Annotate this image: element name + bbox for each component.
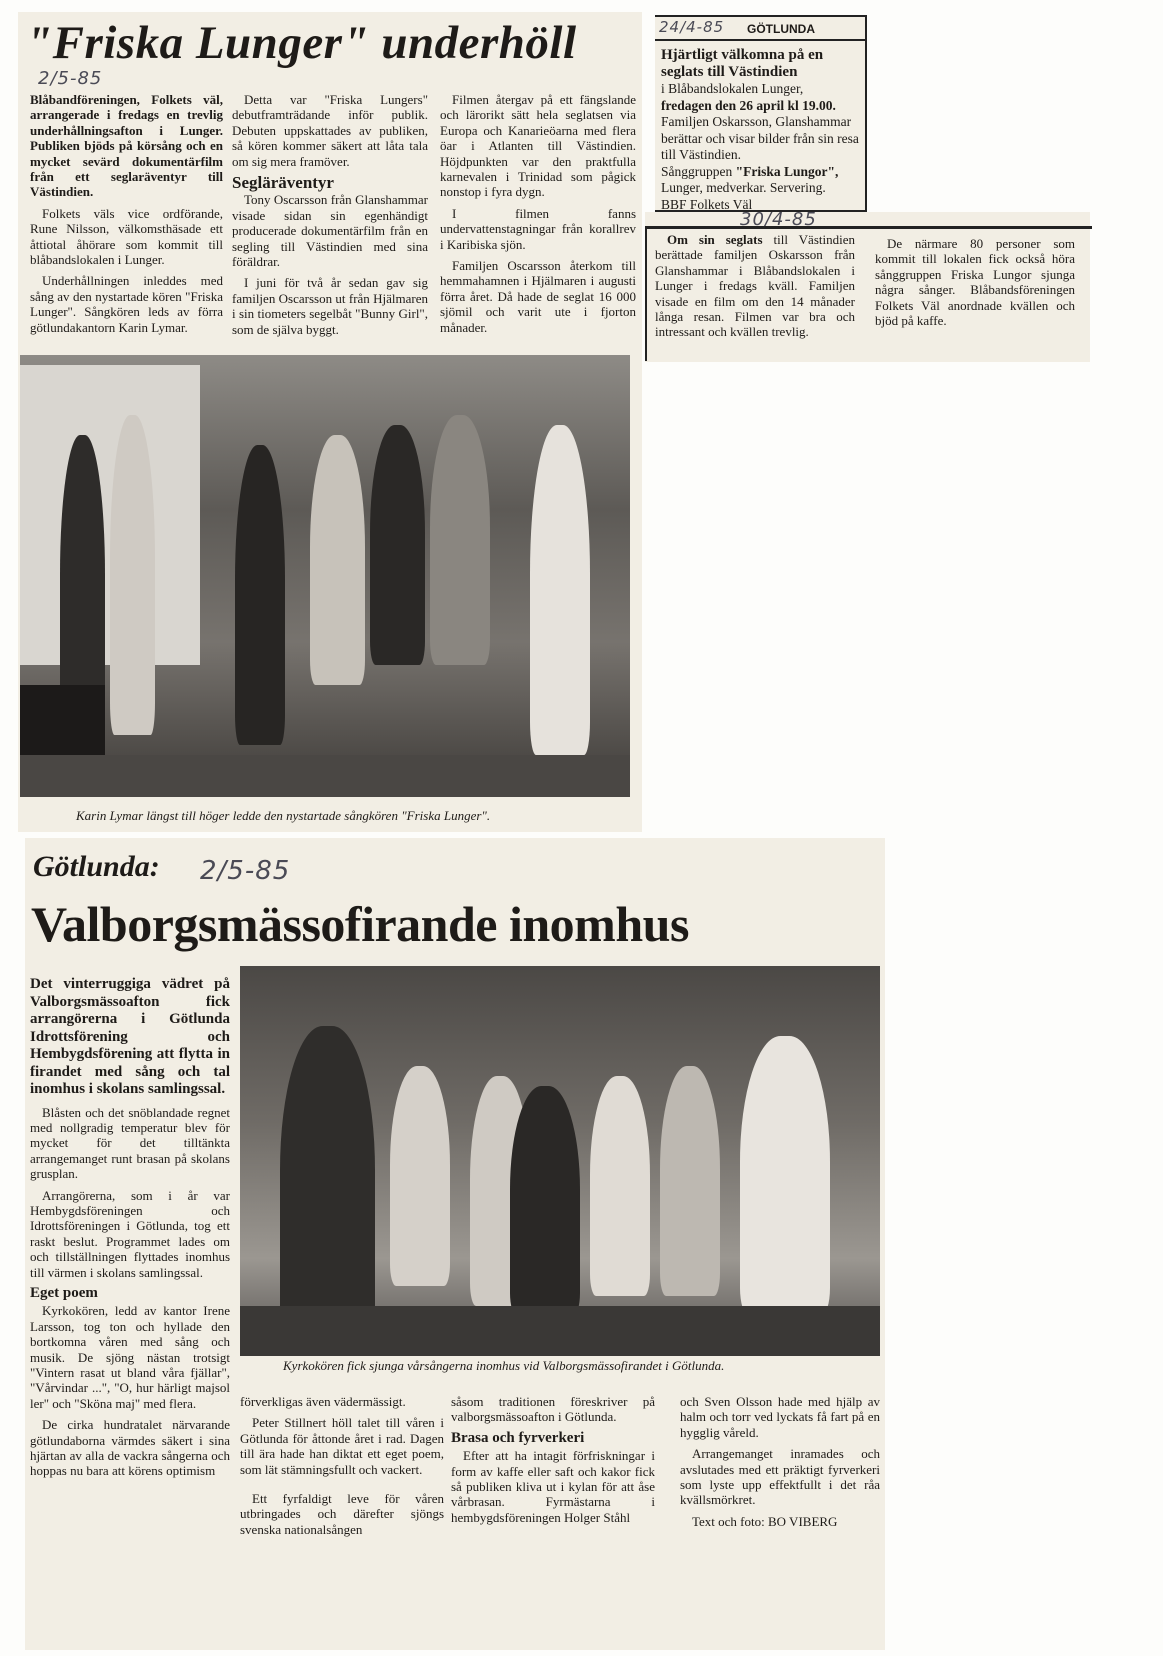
ad-venue: i Blåbandslokalen Lunger, [661, 81, 804, 96]
notice [645, 209, 1090, 362]
choir-photo [240, 966, 880, 1356]
paragraph: Filmen återgav på ett fängslande och lärorikt sätt hela seglatsen via Europa och Kanarieöarna med flera öar i Atlanten till Västindien. Höjdpunkten var den praktfulla karnevalen i Trinidad som pågick nonstop i fyra dygn. [440, 92, 636, 200]
singer [310, 435, 365, 685]
paragraph: Underhållningen inleddes med sång av den nystartade kören "Friska Lunger". Sångkören leds av förra götlundakantorn Karin Lymar. [30, 273, 223, 335]
paragraph: såsom traditionen föreskriver på valborgsmässoafton i Götlunda. [451, 1394, 655, 1425]
column-4 [680, 1394, 880, 1535]
conductor [530, 425, 590, 755]
stage-floor [20, 755, 630, 797]
paragraph: Detta var "Friska Lungers" debutframträdande inför publik. Debuten uppskattades av publiken, så kören kommer säkert att låta tala om sig mera framöver. [232, 92, 428, 169]
handwritten-date: 24/4-85 [659, 18, 725, 36]
lead-paragraph: Det vinterruggiga vädret på Valborgsmässoafton fick arrangörerna i Götlunda Idrottsförening och Hembygdsförening att flytta in firandet med sång och tal inomhus i skolans samlingssal. [30, 976, 230, 1097]
paragraph: Peter Stillnert höll talet till våren i Götlunda för åttonde året i rad. Dagen till ära hade han diktat ett eget poem, som lät stämningsfullt och vackert. [240, 1415, 444, 1477]
singer [235, 445, 285, 745]
singer [590, 1076, 650, 1296]
ad-text [661, 164, 861, 181]
article-title: "Friska Lunger" underhöll [26, 17, 577, 69]
headline: Valborgsmässofirande inomhus [31, 896, 689, 952]
paragraph: Folkets väls vice ordförande, Rune Nilsson, välkomsthäsade ett åttiotal åhörare som kommit till blåbandslokalen i Lunger. [30, 205, 223, 268]
handwritten-date: 2/5-85 [200, 856, 291, 886]
paragraph: Arrangemanget inramades och avslutades med ett präktigt fyrverkeri som lyste upp effektfullt i det råa kvällsmörkret. [680, 1446, 880, 1508]
paragraph: och Sven Olsson hade med hjälp av halm och torr ved lyckats få fart på en hygglig våreld. [680, 1394, 880, 1440]
byline: Text och foto: BO VIBERG [692, 1513, 838, 1529]
lead-paragraph: Blåbandföreningen, Folkets väl, arrangerade i fredags en trevlig underhållningsafton i Lunger. Publiken bjöds på körsång och en mycket sevärd dokumentärfilm från ett seglaräventyr till Västindien. [30, 92, 223, 200]
table [240, 1306, 880, 1356]
ad-text-part: Sånggruppen [661, 163, 736, 179]
article-friska-lunger [18, 12, 642, 832]
paragraph: Arrangörerna, som i år var Hembygdsföreningen och Idrottsföreningen i Götlunda, tog ett raskt beslut. Programmet lades om och tillställningen flyttades inomhus till värmen i skolans samlingssal. [30, 1187, 230, 1280]
text: till Västindien berättade familjen Oskarsson från Glanshammar i Blåbandslokalen i Lunger i fredags kväll. Familjen visade en film om den 14 månader långa resan. Filmen var bra och intressant och kvällen trevlig. [655, 232, 855, 340]
ad-headline: Hjärtligt välkomna på en seglats till Västindien [661, 47, 824, 80]
column-1 [30, 976, 230, 1485]
column-2 [240, 1394, 444, 1543]
choir-photo [20, 355, 630, 797]
subheading: Brasa och fyrverkeri [451, 1429, 585, 1446]
paragraph [655, 232, 855, 340]
singer [370, 425, 425, 665]
subheading: Segläräventyr [232, 173, 334, 193]
paragraph: I juni för två år sedan gav sig familjen Oscarsson ut från Hjälmaren i sin tiometers segelbåt "Bunny Girl", som de själva byggt. [232, 275, 428, 337]
lead-bold: Om sin seglats [667, 232, 763, 247]
notice-column-2 [875, 236, 1075, 334]
advertisement [655, 15, 867, 212]
ad-text: Lunger, medverkar. Servering. [661, 180, 826, 195]
paragraph: Efter att ha intagit förfriskningar i form av kaffe eller saft och kakor fick så publiken kliva ut i kylan för att åse vårbrasan. Fyrmästarna i hembygdsföreningen Holger Ståhl [451, 1448, 655, 1525]
photo-caption: Karin Lymar längst till höger ledde den nystartade sångkören "Friska Lunger". [76, 808, 491, 823]
column-3 [440, 92, 636, 341]
column-3 [451, 1394, 655, 1531]
photo-caption: Kyrkokören fick sjunga vårsångerna inomhus vid Valborgsmässofirandet i Götlunda. [283, 1358, 725, 1373]
ad-date: fredagen den 26 april kl 19.00. [661, 97, 836, 113]
paragraph: Tony Oscarsson från Glanshammar visade sidan sin egenhändigt producerade dokumentärfilm från en segling till Västindien med sina föräldrar. [232, 192, 428, 270]
singer [740, 1036, 830, 1316]
singer [430, 415, 490, 665]
section-label: GÖTLUNDA [747, 22, 815, 36]
handwritten-date: 30/4-85 [740, 209, 817, 230]
paragraph: förverkligas även vädermässigt. [240, 1394, 406, 1409]
notice-column-1 [655, 232, 855, 346]
paragraph: Kyrkokören, ledd av kantor Irene Larsson, tog ton och hyllade den bortkomna våren med sång och musik. De sjöng nästan trotsigt "Vintern rasat ut bland våra fjällar", "Vårvindar ...", "O, hur härligt majsol ler" och "Sköna maj" med flera. [30, 1303, 230, 1411]
paragraph: Blåsten och det snöblandade regnet med nollgradig temperatur blev för mycket för det tilltänkta arrangemanget runt brasan på skolans grusplan. [30, 1104, 230, 1182]
singer [510, 1086, 580, 1316]
handwritten-date: 2/5-85 [38, 68, 103, 89]
ad-group-name: "Friska Lungor", [735, 163, 839, 179]
ad-body [661, 47, 861, 213]
ad-organizer: BBF Folkets Väl [661, 196, 753, 212]
paragraph: De närmare 80 personer som kommit till lokalen fick också höra sånggruppen Friska Lungor sjunga några sånger. Blåbandsföreningen Folkets Väl anordnade kvällen och bjöd på kaffe. [875, 236, 1075, 329]
paragraph: I filmen fanns undervattenstagningar från korallrev i Karibiska sjön. [440, 205, 636, 252]
singer [660, 1066, 720, 1296]
ad-text: Familjen Oskarsson, Glanshammar berättar och visar bilder från sin resa till Västindien. [661, 114, 859, 162]
paragraph: De cirka hundratalet närvarande götlundaborna värmdes säkert i sina hjärtan av alla de vackra sångerna och hoppas nu bara att körens optimism [30, 1417, 230, 1479]
column-2 [232, 92, 428, 343]
paragraph: Familjen Oscarsson återkom till hemmahamnen i Hjälmaren i augusti förra året. Då hade de seglat 16 000 sjömil och varit ute i fjorton månader. [440, 258, 636, 335]
kicker: Götlunda: [33, 850, 160, 883]
article-valborg [25, 838, 885, 1650]
subheading: Eget poem [30, 1284, 98, 1301]
divider [655, 39, 865, 41]
column-1 [30, 92, 223, 341]
singer [390, 1066, 450, 1286]
paragraph: Ett fyrfaldigt leve för våren utbringades och därefter sjöngs svenska nationalsången [240, 1491, 444, 1537]
conductor [280, 1026, 375, 1346]
singer [110, 415, 155, 735]
